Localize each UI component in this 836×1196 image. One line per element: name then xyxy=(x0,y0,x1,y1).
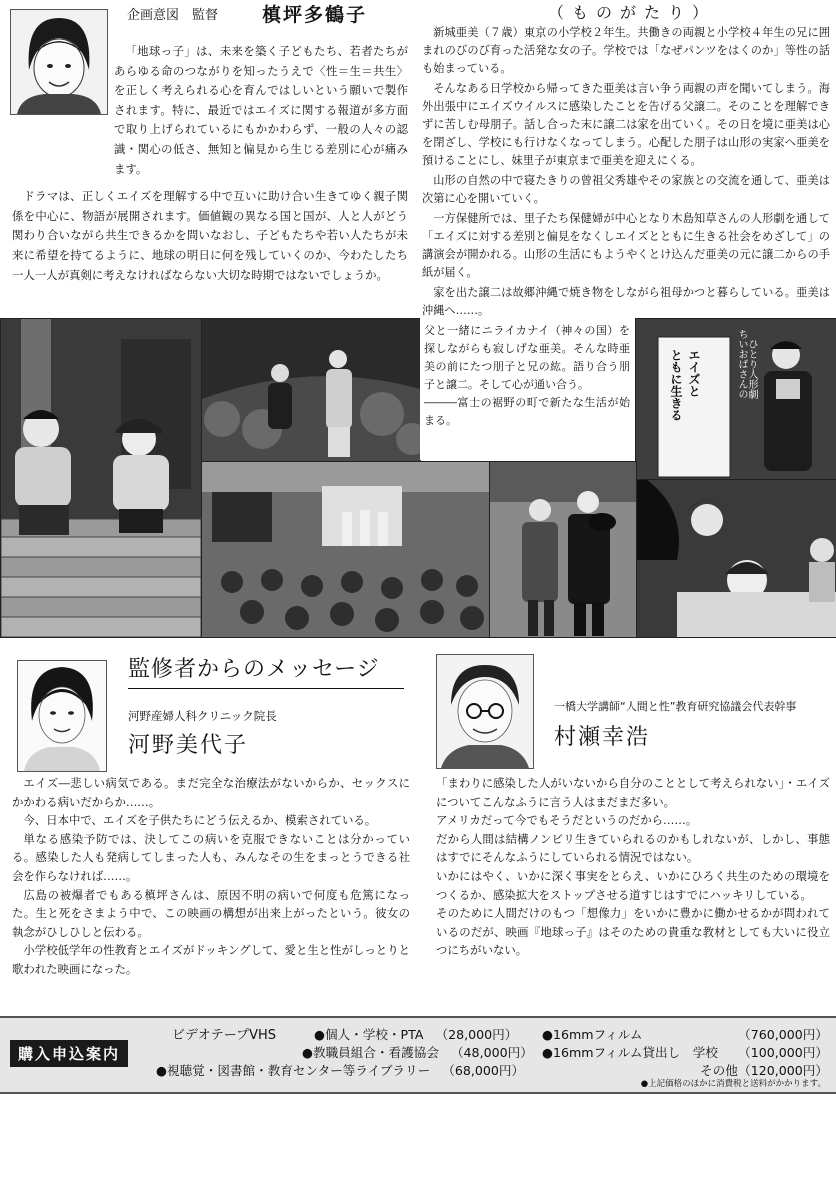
vhs-item-2-name: ●教職員組合・看護協会 xyxy=(302,1045,439,1060)
film-item-1-price: （760,000円） xyxy=(738,1027,828,1042)
supervisor1-photo-image xyxy=(18,661,106,771)
director-label: 企画意図 監督 xyxy=(127,8,219,23)
message-heading: 監修者からのメッセージ xyxy=(128,657,380,682)
vhs-item-2 xyxy=(302,1042,533,1061)
vhs-item-1-name: ●個人・学校・PTA xyxy=(314,1027,424,1042)
supervisor1-paragraph-3: 単なる感染予防では、決してこの病いを克服できないことは分かっている。感染した人も発病してしまった人も、みんなその生をまっとうできる社会を作らなければ……。 xyxy=(12,831,410,883)
film-item-1-name: ●16mmフィルム xyxy=(542,1027,643,1042)
story-paragraph-3: 山形の自然の中で寝たきりの曾祖父秀雄やその家族との交流を通して、亜美は次第に心を開いていく。 xyxy=(422,174,830,205)
supervisor1-paragraph-4: 広島の被爆者でもある槙坪さんは、原因不明の病いで何度も危篤になった。生と死をさまよう中で、この映画の構想が出来上がったという。彼女の執念がひしひしと伝わる。 xyxy=(12,887,410,939)
story-heading: （ものがたり） xyxy=(548,3,717,22)
photo-elderly-men xyxy=(489,461,637,638)
poster-title-b: ともに生きる xyxy=(669,349,683,421)
supervisor1-affiliation: 河野産婦人科クリニック院長 xyxy=(128,709,277,723)
poster-vertical-1: ちいおばさんの xyxy=(736,329,747,399)
poster-vertical-2: ひとり人形劇 xyxy=(746,339,757,399)
director-paragraph-2: ドラマは、正しくエイズを理解する中で互いに助け合い生きてゆく親子関係を中心に、物語が展開されます。価値観の異なる国と国が、人と人がどう関わり合いながら共生できるかを問いなおし、子どもたちや若い人たちが未来に希望を持てるように、地球の明日に何を残していくのか、今わたしたち一人一人が真剣に考えなければならない大切な時期ではないでしょうか。 xyxy=(12,189,408,282)
supervisor2-photo-image xyxy=(437,655,533,768)
vhs-item-3-price: （68,000円） xyxy=(442,1063,525,1078)
supervisor1-portrait xyxy=(17,660,107,772)
vhs-item-3-name: ●視聴覚・図書館・教育センター等ライブラリー xyxy=(156,1063,431,1078)
purchase-label: 購入申込案内 xyxy=(10,1040,128,1067)
director-paragraph-1: 「地球っ子」は、未来を築く子どもたち、若者たちがあらゆる命のつながりを知ったうえで〈性＝生＝共生〉を正しく考えられる心を育んではしいという願いで製作されます。特に、最近ではエイズに関する報道が多方面で取り上げられているにもかかわらず、一般の人々の認識・関心の低さ、無知と偏見から生じる差別に心が痛みます。 xyxy=(114,44,408,176)
supervisor1-name: 河野美代子 xyxy=(128,733,249,758)
poster-title-a: エイズと xyxy=(687,349,701,397)
film-item-2-price: （100,000円） xyxy=(738,1045,828,1060)
supervisor2-affiliation: 一橋大学講師“人間と性”教育研究協議会代表幹事 xyxy=(554,700,797,713)
film-item-1 xyxy=(542,1024,642,1043)
director-name: 槙坪多鶴子 xyxy=(262,4,368,26)
vhs-item-1-price: （28,000円） xyxy=(435,1027,518,1042)
photo-boys-on-stairs xyxy=(0,318,202,638)
supervisor2-text xyxy=(436,774,830,960)
photo-classroom xyxy=(201,461,490,638)
supervisor1-paragraph-1: エイズ―悲しい病気である。まだ完全な治療法がないからか、セックスにかかわる病いだからか……。 xyxy=(12,776,410,809)
photo-couple-in-field xyxy=(201,318,421,462)
photo-sickbed xyxy=(636,479,836,638)
vhs-item-1 xyxy=(314,1024,517,1043)
supervisor1-paragraph-5: 小学校低学年の性教育とエイズがドッキングして、愛と生と性がしっとりと歌われた映画になった。 xyxy=(12,943,410,976)
supervisor2-portrait xyxy=(436,654,534,769)
film-item-3-price: （120,000円） xyxy=(738,1063,828,1078)
vhs-item-2-price: （48,000円） xyxy=(450,1045,533,1060)
supervisor2-paragraph-2: アメリカだって今でもそうだというのだから……。 xyxy=(436,813,698,828)
film-item-2-name: ●16mmフィルム貸出し 学校 xyxy=(542,1045,718,1060)
story-paragraph-5: 家を出た譲二は故郷沖縄で焼き物をしながら祖母かつと暮らしている。亜美は沖縄へ……。 xyxy=(422,286,830,317)
price-note: ●上記価格のほかに消費税と送料がかかります。 xyxy=(640,1079,826,1089)
story-box-line-1: 父と一緒にニライカナイ（神々の国）を探しながらも寂しげな亜美。そんな時亜美の前にたつ朋子と兄の紘。語り合う朋子と譲二。そして心が通い合う。 xyxy=(424,324,630,391)
photo-puppet-poster xyxy=(635,318,836,480)
story-paragraph-2: そんなある日学校から帰ってきた亜美は言い争う両親の声を聞いてしまう。海外出張中にエイズウイルスに感染したことを告げる父譲二。そのことを理解できずに苦しむ母朋子。話し合った末に譲二は家を出ていく。その日を境に亜美は心を閉ざし、学校にも行けなくなってしまう。心配した朋子は山形の実家へ亜美を預けることにし、妹里子が東京まで亜美を迎えにくる。 xyxy=(422,82,830,167)
supervisor2-paragraph-1: 「まわりに感染した人がいないから自分のこととして考えられない」・エイズについてこんなふうに言う人はまだまだ多い。 xyxy=(436,776,830,809)
story-paragraph-1: 新城亜美（７歳）東京の小学校２年生。共働きの両親と小学校４年生の兄に囲まれのびのび育った活発な女の子。学校では「なぜパンツをはくのか」等性の話も始まっている。 xyxy=(422,26,830,75)
supervisor2-paragraph-5: そのために人間だけのもつ「想像力」をいかに豊かに働かせるかが問われているのだが、映画『地球っ子』はそのための貴重な教材としても大いに役立つにちがいない。 xyxy=(436,906,830,958)
director-text xyxy=(12,42,408,285)
story-box xyxy=(420,318,634,460)
supervisor2-paragraph-3: だから人間は結構ノンビリ生きていられるのかもしれないが、しかし、事態はすでにそんなふうにしていられる情況ではない。 xyxy=(436,831,830,865)
supervisor1-text xyxy=(12,774,410,979)
supervisor1-paragraph-2: 今、日本中で、エイズを子供たちにどう伝えるか、模索されている。 xyxy=(23,813,377,828)
story-text xyxy=(422,24,830,320)
story-box-line-2: ―――富士の裾野の町で新たな生活が始まる。 xyxy=(424,396,630,427)
vhs-title: ビデオテープVHS xyxy=(172,1028,277,1043)
film-item-2 xyxy=(542,1042,718,1061)
supervisor2-name: 村瀬幸浩 xyxy=(554,725,651,750)
story-paragraph-4: 一方保健所では、里子たち保健婦が中心となり木島知草さんの人形劇を通して「エイズに対する差別と偏見をなくしエイズとともに生きる社会をめざして」の講演会が開かれる。山形の生活にもようやくとけ込んだ亜美の元に譲二からの手紙が届く。 xyxy=(422,212,830,279)
message-heading-rule xyxy=(128,688,404,689)
supervisor2-paragraph-4: いかにはやく、いかに深く事実をとらえ、いかにひろく共生のための環境をつくるか、感染拡大をストップさせる道すじはすでにハッキリしている。 xyxy=(436,868,830,902)
vhs-item-3 xyxy=(156,1060,524,1079)
film-item-3-name: その他 xyxy=(700,1063,738,1078)
